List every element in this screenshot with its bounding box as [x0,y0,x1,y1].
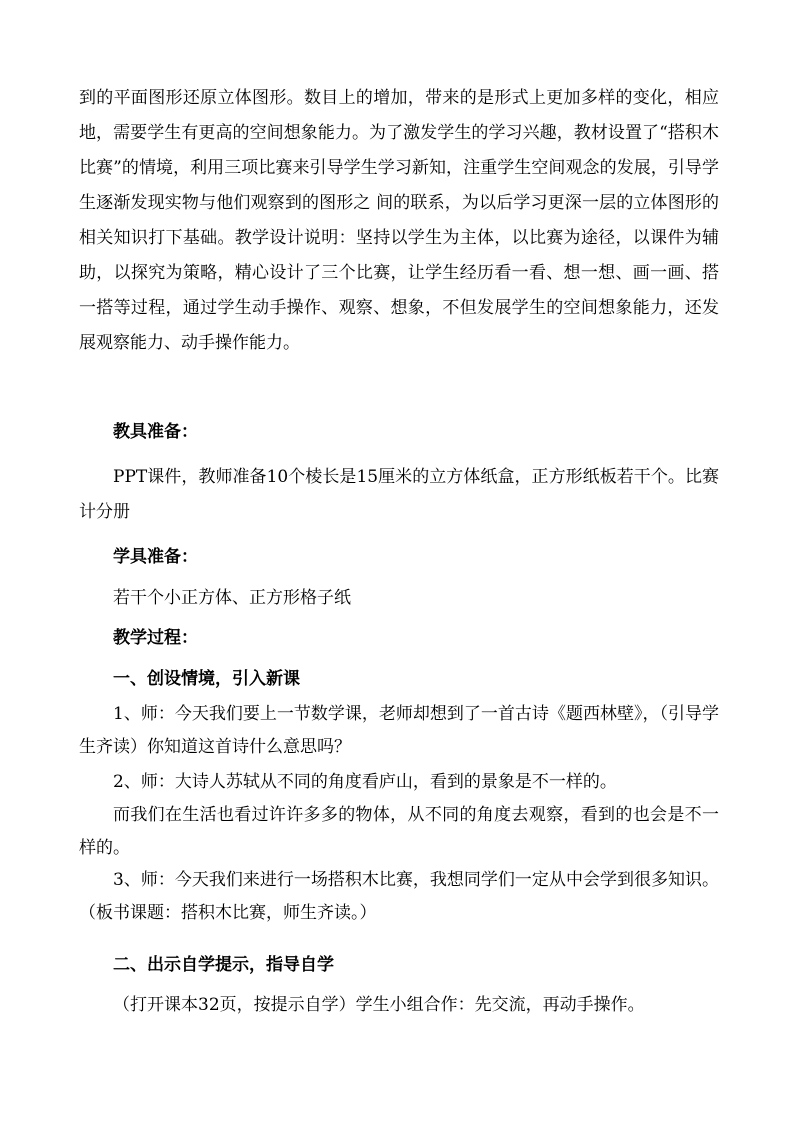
process-heading: 教学过程： [113,628,198,648]
teacher-tools-text: PPT课件，教师准备10个棱长是15厘米的立方体纸盒，正方形纸板若干个。比赛计分册 [79,467,719,522]
section1-heading: 一、创设情境，引入新课 [113,669,300,689]
intro-paragraph: 到的平面图形还原立体图形。数目上的增加，带来的是形式上更加多样的变化，相应地，需要学生有更高的空间想象能力。为了激发学生的学习兴趣，教材设置了“搭积木比赛”的情境，利用三项比赛来引导学生学习新知，注重学生空间观念的发展，引导学生逐渐发现实物与他们观察到的图形之 间的联系，为以后学习更深一层的立体图形的相关知识打下基础。教学设计说明：坚持以学生为主体，以比赛为途径，以课件为辅助，以探究为策略，精心设计了三个比赛，让学生经历看一看、想一想、画一画、搭一搭等过程，通过学生动手操作、观察、想象，不但发展学生的空间想象能力，还发展观察能力、动手操作能力。 [79,88,719,353]
teacher-tools-heading: 教具准备： [113,422,198,442]
process-item-1: 1、师：今天我们要上一节数学课，老师却想到了一首古诗《题西林壁》，（引导学生齐读）你知道这首诗什么意思吗？ [79,704,719,757]
student-tools-heading: 学具准备： [113,547,198,567]
section2-heading: 二、出示自学提示，指导自学 [113,955,334,975]
process-item-2: 2、师：大诗人苏轼从不同的角度看庐山，看到的景象是不一样的。 [113,772,617,792]
process-item-2-continued: 而我们在生活也看过许许多多的物体，从不同的角度去观察，看到的也会是不一样的。 [79,805,719,858]
section2-text: （打开课本32页，按提示自学）学生小组合作：先交流，再动手操作。 [113,995,645,1015]
student-tools-text: 若干个小正方体、正方形格子纸 [113,588,351,608]
process-item-3: 3、师：今天我们来进行一场搭积木比赛，我想同学们一定从中会学到很多知识。（板书课题：搭积木比赛，师生齐读。） [79,870,719,923]
